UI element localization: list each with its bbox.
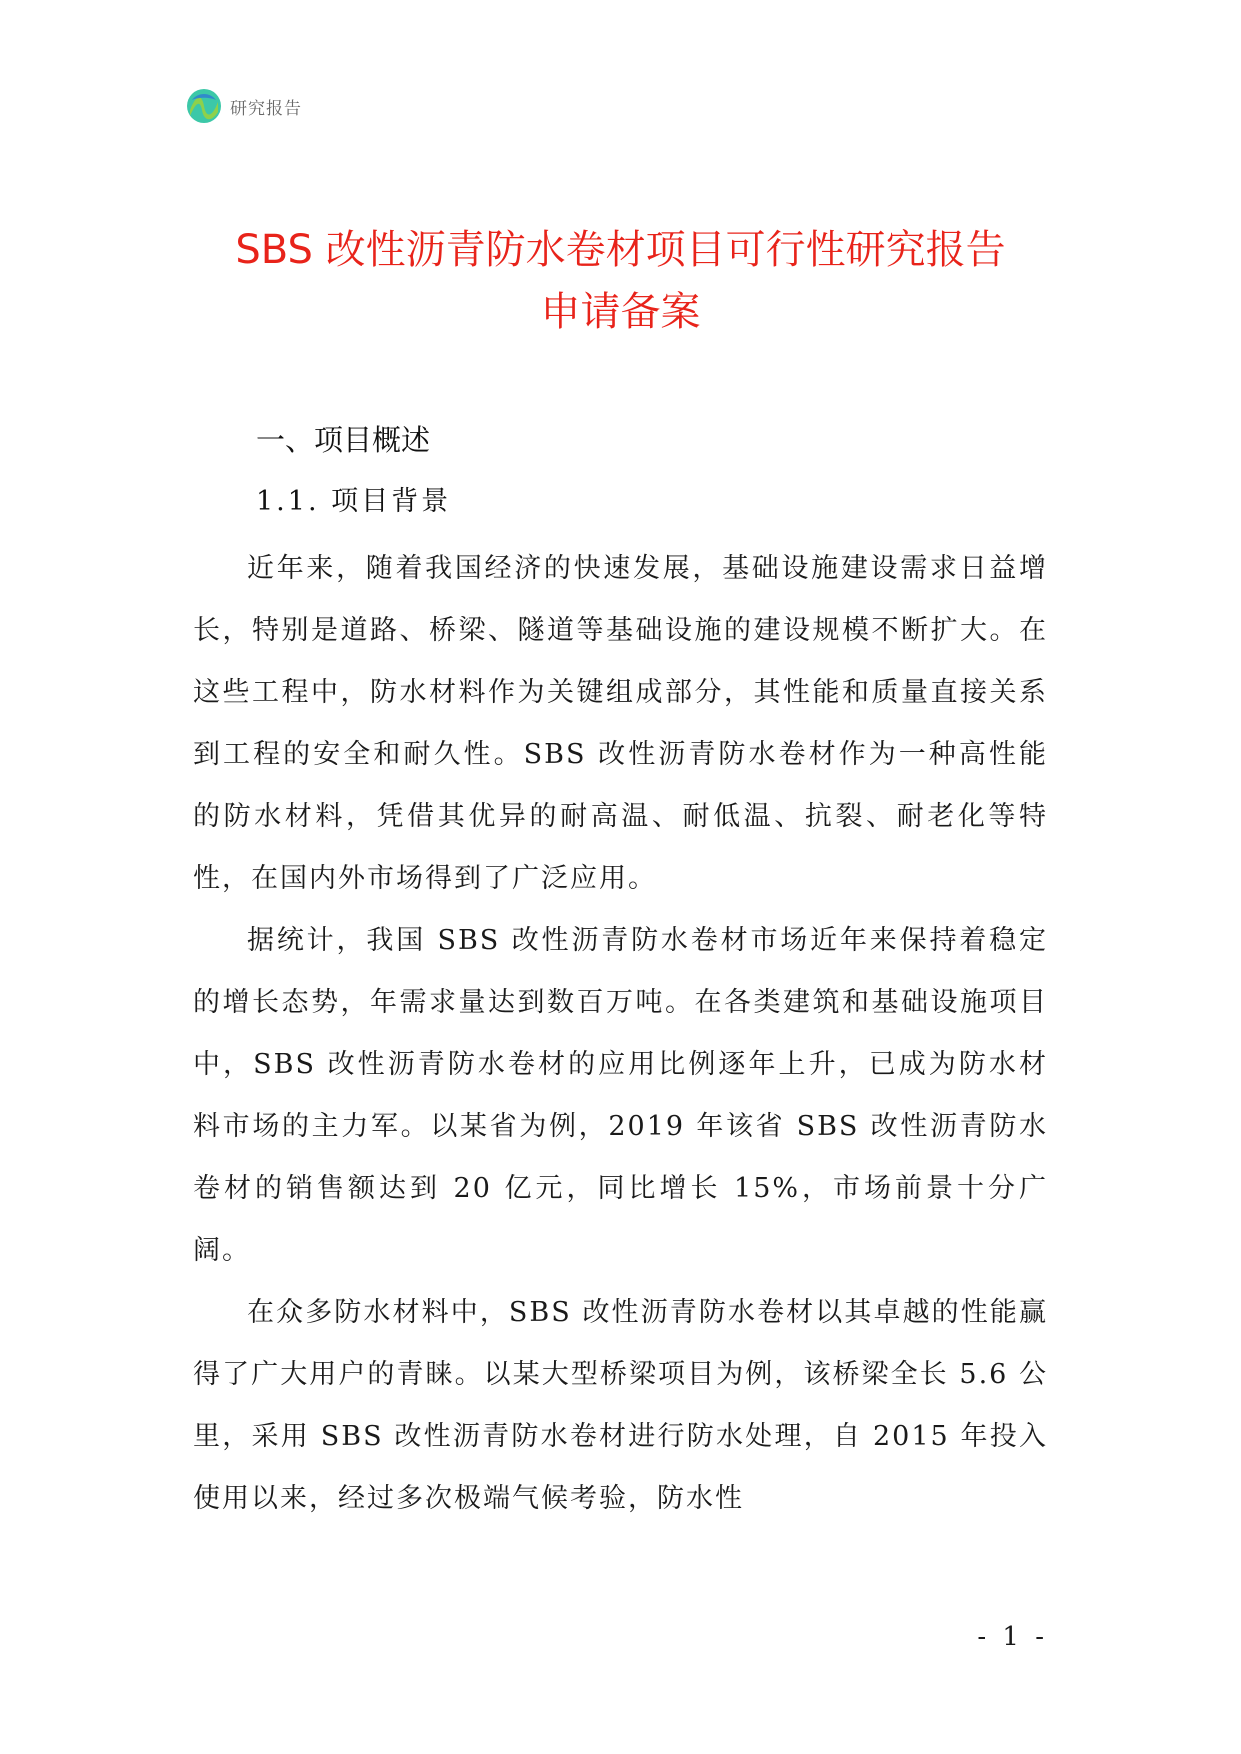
report-logo-icon (186, 88, 222, 124)
section-heading: 一、项目概述 (256, 423, 431, 457)
paragraph-3: 在众多防水材料中，SBS 改性沥青防水卷材以其卓越的性能赢得了广大用户的青睐。以某大型桥梁项目为例，该桥梁全长 5.6 公里，采用 SBS 改性沥青防水卷材进行防水处理，自 2015 年投入使用以来，经过多次极端气候考验，防水性 (193, 1297, 1048, 1514)
document-title-line-1: SBS 改性沥青防水卷材项目可行性研究报告 (235, 227, 1006, 273)
header-label: 研究报告 (230, 98, 302, 119)
body-text (193, 538, 1048, 1530)
paragraph-2: 据统计，我国 SBS 改性沥青防水卷材市场近年来保持着稳定的增长态势，年需求量达到数百万吨。在各类建筑和基础设施项目中，SBS 改性沥青防水卷材的应用比例逐年上升，已成为防水材料市场的主力军。以某省为例，2019 年该省 SBS 改性沥青防水卷材的销售额达到 20 亿元，同比增长 15%，市场前景十分广阔。 (193, 925, 1048, 1266)
paragraph-1: 近年来，随着我国经济的快速发展，基础设施建设需求日益增长，特别是道路、桥梁、隧道等基础设施的建设规模不断扩大。在这些工程中，防水材料作为关键组成部分，其性能和质量直接关系到工程的安全和耐久性。SBS 改性沥青防水卷材作为一种高性能的防水材料，凭借其优异的耐高温、耐低温、抗裂、耐老化等特性，在国内外市场得到了广泛应用。 (193, 553, 1048, 894)
subsection-heading: 1.1. 项目背景 (256, 486, 452, 517)
document-title-line-2: 申请备案 (540, 289, 701, 335)
page-header (186, 88, 302, 124)
page-number: - 1 - (977, 1622, 1048, 1652)
